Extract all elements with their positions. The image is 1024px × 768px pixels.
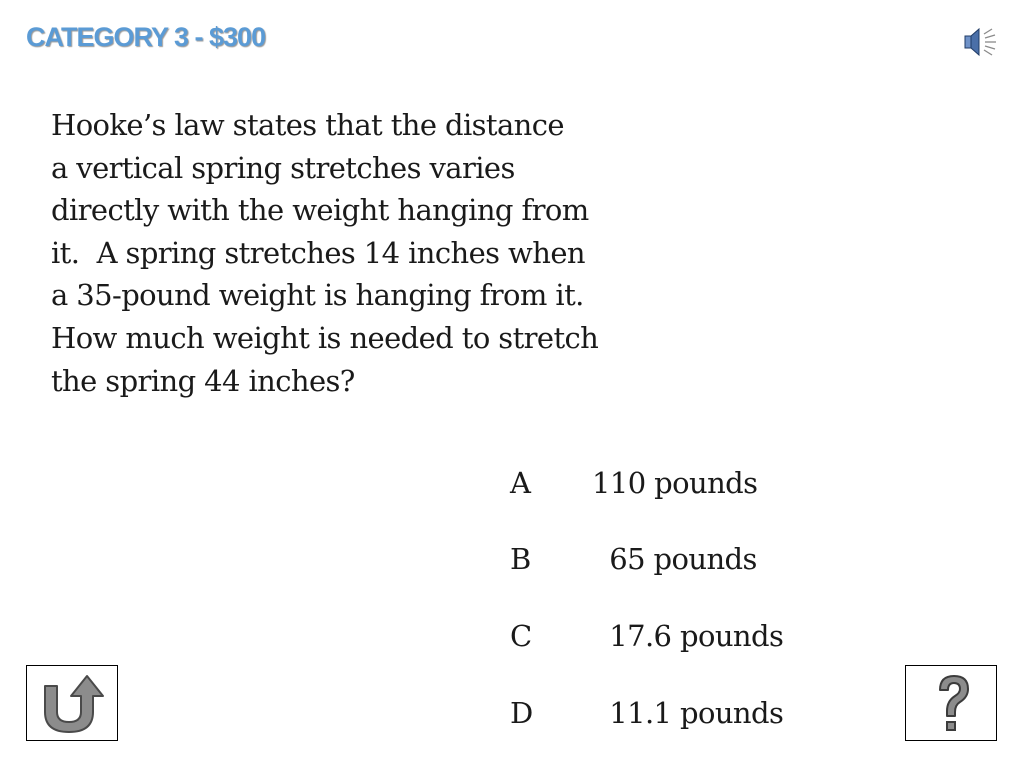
question-line: a vertical spring stretches varies — [51, 150, 515, 185]
question-line: it. A spring stretches 14 inches when — [51, 235, 585, 270]
question-line: How much weight is needed to stretch — [51, 320, 599, 355]
choice-answer: 17.6 pounds — [592, 619, 784, 653]
choice-answer: 65 pounds — [592, 542, 757, 576]
question-line: a 35-pound weight is hanging from it. — [51, 278, 584, 313]
question-line: the spring 44 inches? — [51, 363, 355, 398]
help-button[interactable] — [905, 665, 997, 741]
question-line: directly with the weight hanging from — [51, 193, 589, 228]
choice-letter: B — [510, 542, 531, 576]
choice-d[interactable] — [510, 696, 783, 730]
question-mark-icon — [906, 666, 998, 742]
choice-answer: 11.1 pounds — [592, 696, 784, 730]
choice-letter: A — [510, 466, 531, 500]
choice-a[interactable] — [510, 466, 757, 500]
choice-answer: 110 pounds — [592, 466, 758, 500]
question-line: Hooke’s law states that the distance — [51, 108, 564, 142]
back-button[interactable] — [26, 665, 118, 741]
return-arrow-icon — [27, 666, 119, 742]
choice-letter: D — [510, 696, 533, 730]
speaker-icon — [962, 24, 1000, 60]
choice-letter: C — [510, 619, 532, 653]
sound-button[interactable] — [962, 24, 1000, 60]
choice-b[interactable] — [510, 542, 757, 576]
choice-c[interactable] — [510, 619, 783, 653]
slide-title: CATEGORY 3 - $300 — [26, 22, 266, 52]
question-text — [51, 104, 731, 402]
